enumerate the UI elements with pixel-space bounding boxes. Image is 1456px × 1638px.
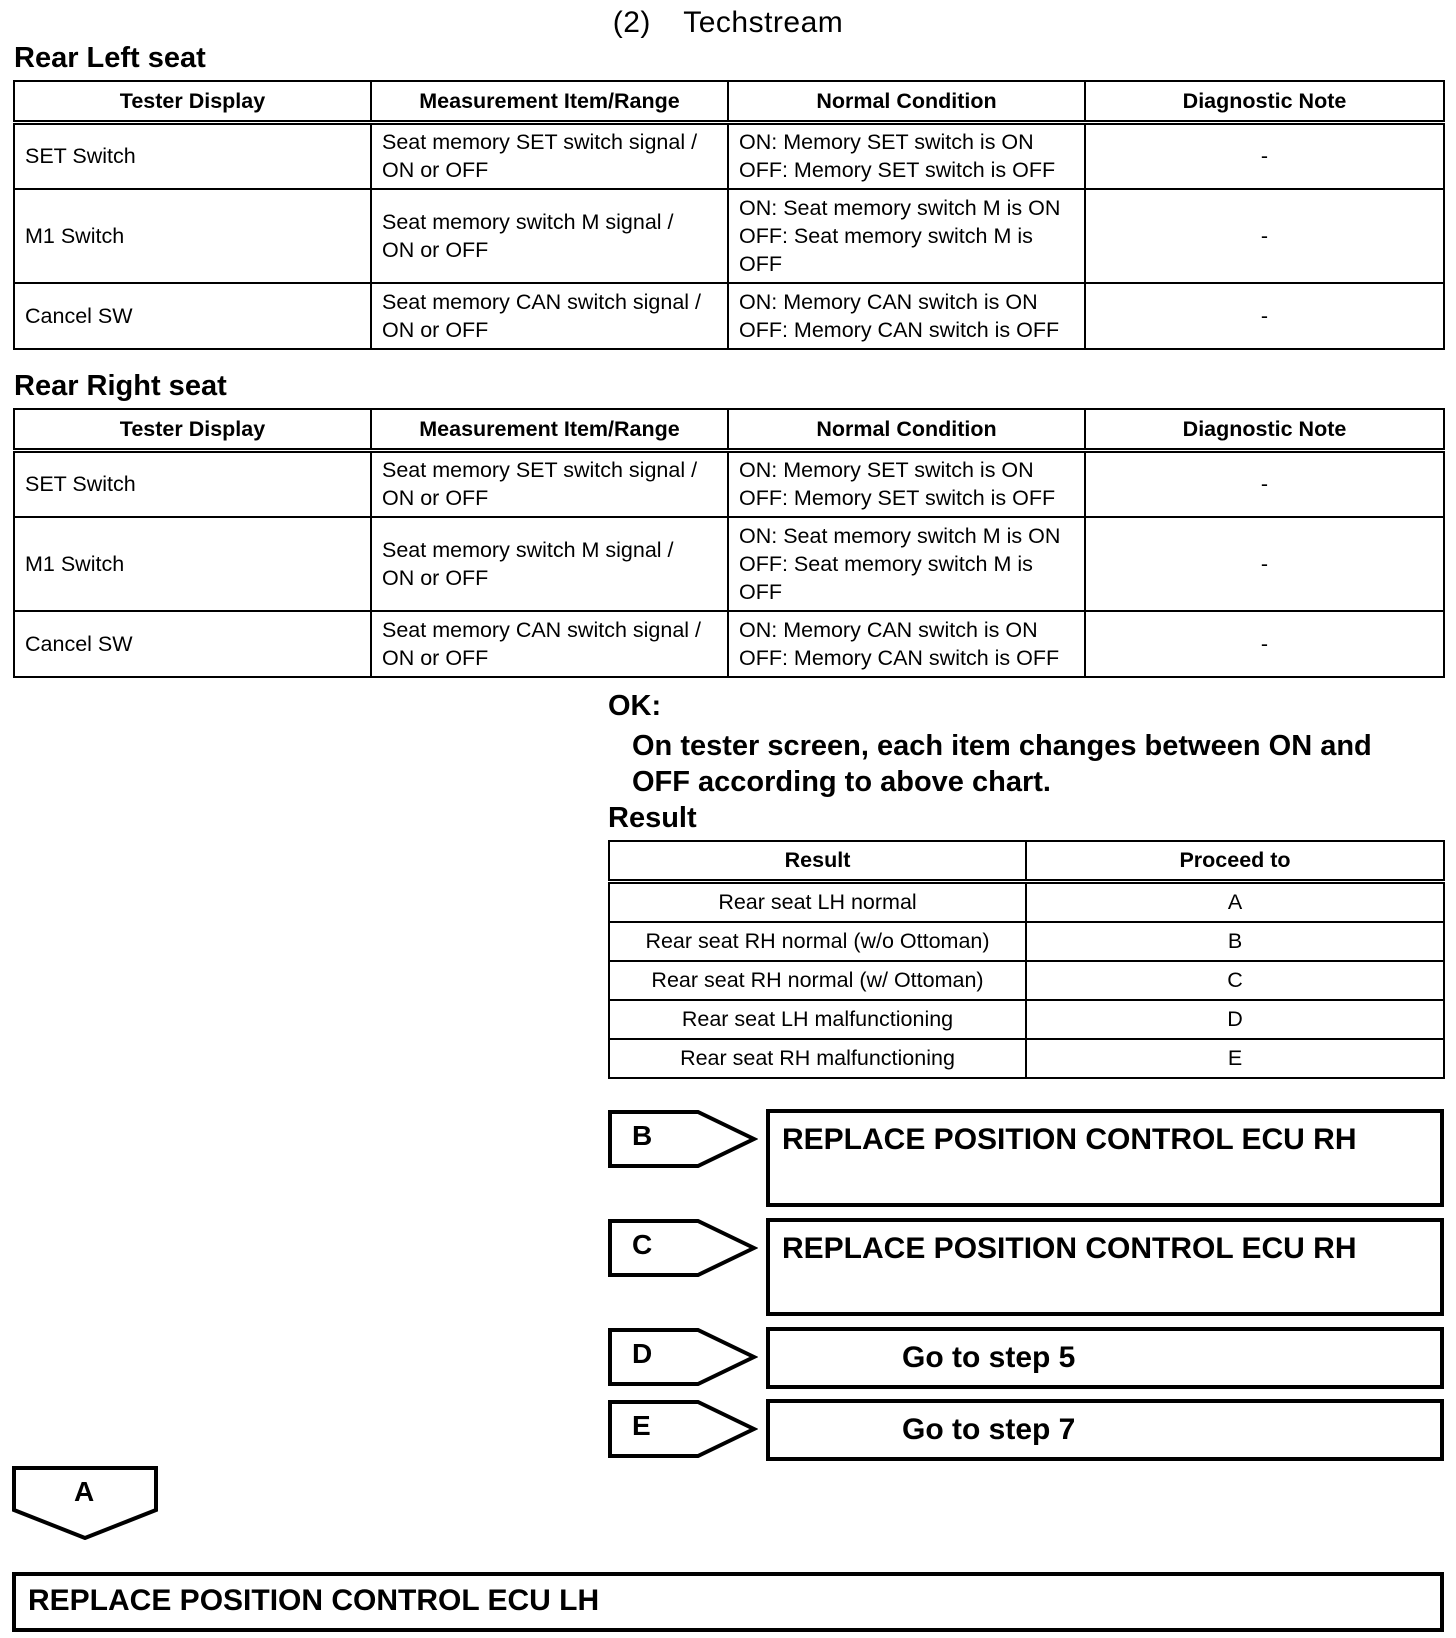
result-cell: Rear seat LH malfunctioning: [609, 1000, 1026, 1039]
ok-label: OK:: [608, 690, 662, 722]
measurement-item: Seat memory SET switch signal / ON or OFF: [371, 123, 728, 189]
rear-left-seat-table: [13, 80, 1445, 350]
result-cell: Rear seat RH normal (w/o Ottoman): [609, 922, 1026, 961]
table-row: [609, 961, 1444, 1000]
arrow-right-icon: [608, 1110, 758, 1168]
table-row: [14, 517, 1444, 611]
column-header: Measurement Item/Range: [371, 409, 728, 451]
tester-display: M1 Switch: [14, 517, 371, 611]
action-box-e: Go to step 7: [766, 1399, 1444, 1461]
diagnostic-note: -: [1085, 451, 1444, 517]
measurement-item: Seat memory CAN switch signal / ON or OFF: [371, 611, 728, 677]
measurement-item: Seat memory CAN switch signal / ON or OFF: [371, 283, 728, 349]
column-header: Proceed to: [1026, 841, 1444, 882]
column-header: Result: [609, 841, 1026, 882]
action-box-b: REPLACE POSITION CONTROL ECU RH: [766, 1109, 1444, 1207]
section-title-rear-left: Rear Left seat: [14, 42, 206, 74]
arrow-right-icon: [608, 1328, 758, 1386]
diagnostic-note: -: [1085, 611, 1444, 677]
branch-tag-d: [608, 1328, 758, 1386]
branch-letter: E: [632, 1410, 651, 1441]
diagnostic-note: -: [1085, 189, 1444, 283]
column-header: Normal Condition: [728, 409, 1085, 451]
column-header: Tester Display: [14, 409, 371, 451]
branch-letter: D: [632, 1338, 653, 1369]
table-row: [14, 451, 1444, 517]
normal-condition: ON: Memory CAN switch is ON OFF: Memory CAN switch is OFF: [728, 611, 1085, 677]
branch-letter: C: [632, 1229, 653, 1260]
normal-condition: ON: Seat memory switch M is ON OFF: Seat memory switch M is OFF: [728, 517, 1085, 611]
rear-right-seat-table: [13, 408, 1445, 678]
measurement-item: Seat memory SET switch signal / ON or OFF: [371, 451, 728, 517]
branch-tag-a: [12, 1466, 158, 1540]
diagnostic-note: -: [1085, 283, 1444, 349]
table-row: [14, 189, 1444, 283]
normal-condition: ON: Memory SET switch is ON OFF: Memory SET switch is OFF: [728, 123, 1085, 189]
table-row: [609, 882, 1444, 923]
step-number: (2): [612, 6, 651, 39]
branch-letter: B: [632, 1120, 653, 1151]
diagnostic-note: -: [1085, 123, 1444, 189]
result-cell: Rear seat RH malfunctioning: [609, 1039, 1026, 1078]
branch-tag-b: [608, 1110, 758, 1168]
column-header: Diagnostic Note: [1085, 409, 1444, 451]
measurement-item: Seat memory switch M signal / ON or OFF: [371, 189, 728, 283]
normal-condition: ON: Memory CAN switch is ON OFF: Memory CAN switch is OFF: [728, 283, 1085, 349]
result-label: Result: [608, 802, 697, 834]
branch-tag-e: [608, 1400, 758, 1458]
column-header: Diagnostic Note: [1085, 81, 1444, 123]
table-row: [609, 922, 1444, 961]
proceed-cell: E: [1026, 1039, 1444, 1078]
tester-display: M1 Switch: [14, 189, 371, 283]
column-header: Tester Display: [14, 81, 371, 123]
normal-condition: ON: Seat memory switch M is ON OFF: Seat memory switch M is OFF: [728, 189, 1085, 283]
table-row: [609, 1039, 1444, 1078]
arrow-right-icon: [608, 1400, 758, 1458]
proceed-cell: A: [1026, 882, 1444, 923]
diagnostic-note: -: [1085, 517, 1444, 611]
tester-display: SET Switch: [14, 451, 371, 517]
column-header: Measurement Item/Range: [371, 81, 728, 123]
tester-display: SET Switch: [14, 123, 371, 189]
table-row: [14, 611, 1444, 677]
action-box-d: Go to step 5: [766, 1327, 1444, 1389]
proceed-cell: C: [1026, 961, 1444, 1000]
result-cell: Rear seat RH normal (w/ Ottoman): [609, 961, 1026, 1000]
table-row: [14, 283, 1444, 349]
section-title-rear-right: Rear Right seat: [14, 370, 227, 402]
column-header: Normal Condition: [728, 81, 1085, 123]
result-table: [608, 840, 1445, 1079]
final-action-box: REPLACE POSITION CONTROL ECU LH: [12, 1572, 1444, 1632]
proceed-cell: D: [1026, 1000, 1444, 1039]
measurement-item: Seat memory switch M signal / ON or OFF: [371, 517, 728, 611]
normal-condition: ON: Memory SET switch is ON OFF: Memory SET switch is OFF: [728, 451, 1085, 517]
action-box-c: REPLACE POSITION CONTROL ECU RH: [766, 1218, 1444, 1316]
arrow-right-icon: [608, 1219, 758, 1277]
branch-letter: A: [74, 1476, 95, 1507]
ok-text: On tester screen, each item changes between ON and OFF according to above chart.: [632, 730, 1372, 798]
branch-tag-c: [608, 1219, 758, 1277]
result-cell: Rear seat LH normal: [609, 882, 1026, 923]
tester-display: Cancel SW: [14, 611, 371, 677]
page-title: Techstream: [683, 6, 844, 39]
table-row: [609, 1000, 1444, 1039]
page-header: [0, 6, 1456, 40]
proceed-cell: B: [1026, 922, 1444, 961]
table-row: [14, 123, 1444, 189]
tester-display: Cancel SW: [14, 283, 371, 349]
